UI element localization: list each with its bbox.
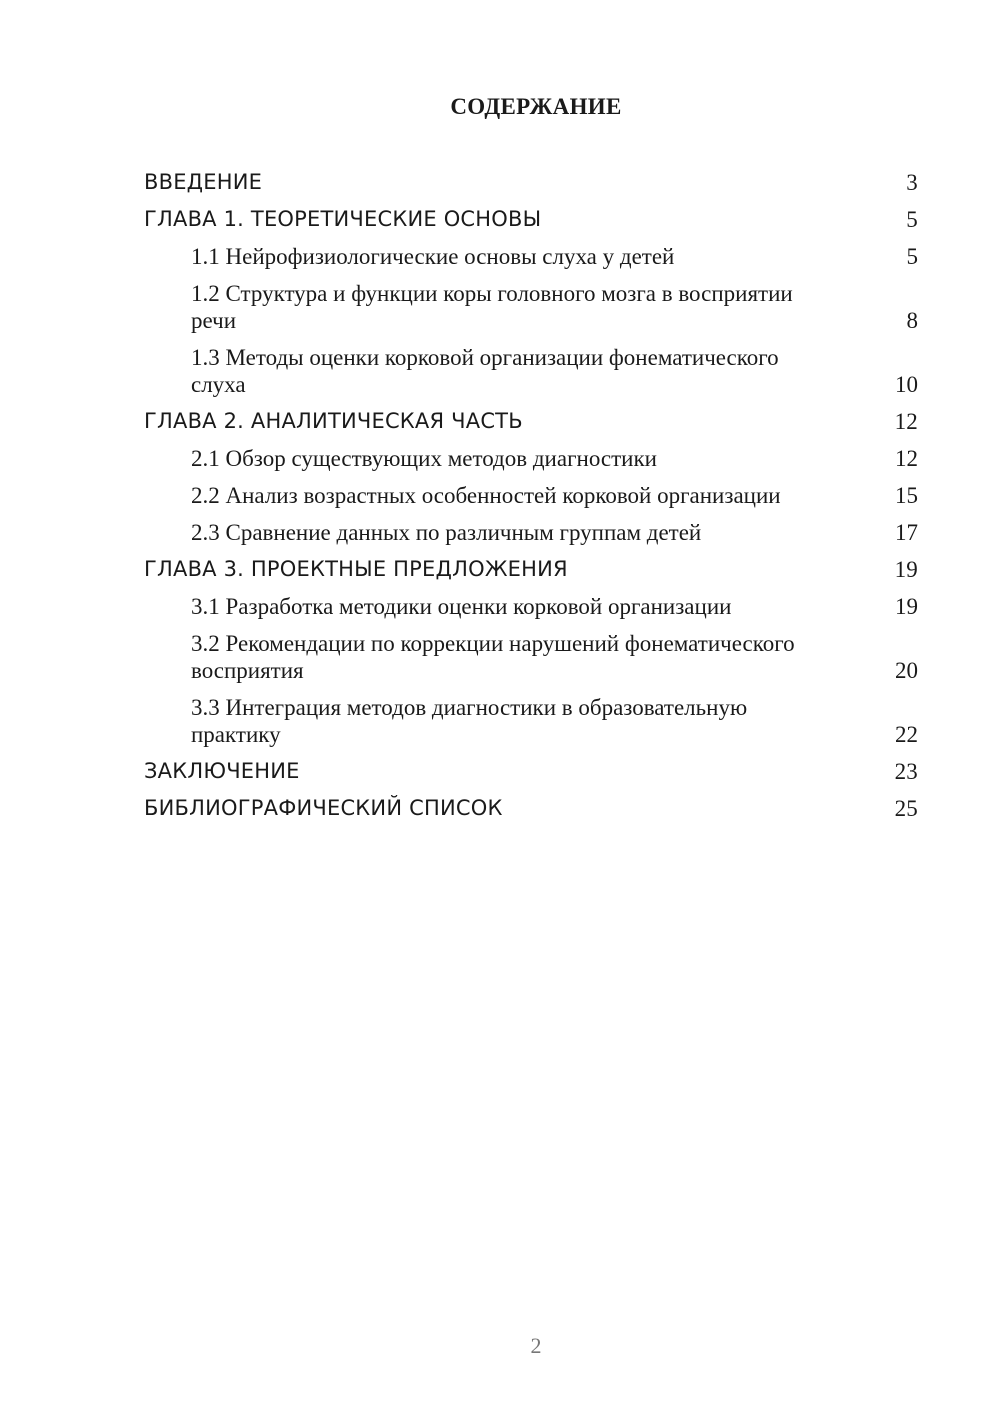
toc-item-text: 2.1 Обзор существующих методов диагностики — [191, 446, 657, 471]
toc-item-page: 10 — [895, 372, 918, 397]
toc-item-text: 1.3 Методы оценки корковой организации фонематического слуха — [191, 345, 779, 397]
toc-item-page: 12 — [894, 409, 918, 434]
toc-item-chapter-2[interactable] — [144, 408, 918, 435]
toc-item-section-2-1[interactable] — [144, 445, 918, 472]
page-number: 2 — [530, 1333, 542, 1358]
toc-item-text: ГЛАВА 2. АНАЛИТИЧЕСКАЯ ЧАСТЬ — [144, 409, 523, 433]
toc-item-text: 1.2 Структура и функции коры головного мозга в восприятии речи — [191, 281, 793, 333]
toc-item-page: 5 — [906, 244, 918, 269]
toc-item-text: 3.1 Разработка методики оценки корковой организации — [191, 594, 732, 619]
toc-item-page: 5 — [906, 207, 918, 232]
toc-item-text: 2.2 Анализ возрастных особенностей корковой организации — [191, 483, 781, 508]
toc-item-page: 12 — [895, 446, 918, 471]
toc-item-section-3-3[interactable] — [144, 694, 918, 748]
toc-item-text: ВВЕДЕНИЕ — [144, 170, 263, 194]
toc-item-page: 25 — [894, 796, 918, 821]
toc-item-section-1-2[interactable] — [144, 280, 918, 334]
toc-item-introduction[interactable] — [144, 169, 918, 196]
table-of-contents — [144, 169, 918, 832]
toc-item-section-1-3[interactable] — [144, 344, 918, 398]
toc-item-page: 20 — [895, 658, 918, 683]
toc-item-section-3-2[interactable] — [144, 630, 918, 684]
toc-item-text: 3.3 Интеграция методов диагностики в образовательную практику — [191, 695, 748, 747]
toc-item-page: 23 — [894, 759, 918, 784]
toc-item-section-1-1[interactable] — [144, 243, 918, 270]
toc-item-text: 3.2 Рекомендации по коррекции нарушений фонематического восприятия — [191, 631, 795, 683]
toc-item-section-3-1[interactable] — [144, 593, 918, 620]
toc-item-text: ГЛАВА 3. ПРОЕКТНЫЕ ПРЕДЛОЖЕНИЯ — [144, 557, 568, 581]
toc-item-page: 19 — [895, 594, 918, 619]
toc-item-text: БИБЛИОГРАФИЧЕСКИЙ СПИСОК — [144, 796, 503, 820]
toc-item-page: 15 — [895, 483, 918, 508]
toc-item-section-2-2[interactable] — [144, 482, 918, 509]
toc-item-page: 22 — [895, 722, 918, 747]
page-title: СОДЕРЖАНИЕ — [450, 94, 622, 119]
toc-item-page: 8 — [906, 308, 918, 333]
toc-item-text: 2.3 Сравнение данных по различным группам детей — [191, 520, 702, 545]
toc-item-chapter-3[interactable] — [144, 556, 918, 583]
toc-item-text: ЗАКЛЮЧЕНИЕ — [144, 759, 300, 783]
toc-item-page: 3 — [906, 170, 918, 195]
toc-item-bibliography[interactable] — [144, 795, 918, 822]
toc-item-conclusion[interactable] — [144, 758, 918, 785]
toc-item-section-2-3[interactable] — [144, 519, 918, 546]
toc-item-chapter-1[interactable] — [144, 206, 918, 233]
toc-item-text: 1.1 Нейрофизиологические основы слуха у детей — [191, 244, 675, 269]
toc-item-page: 17 — [895, 520, 918, 545]
toc-item-page: 19 — [894, 557, 918, 582]
toc-item-text: ГЛАВА 1. ТЕОРЕТИЧЕСКИЕ ОСНОВЫ — [144, 207, 542, 231]
